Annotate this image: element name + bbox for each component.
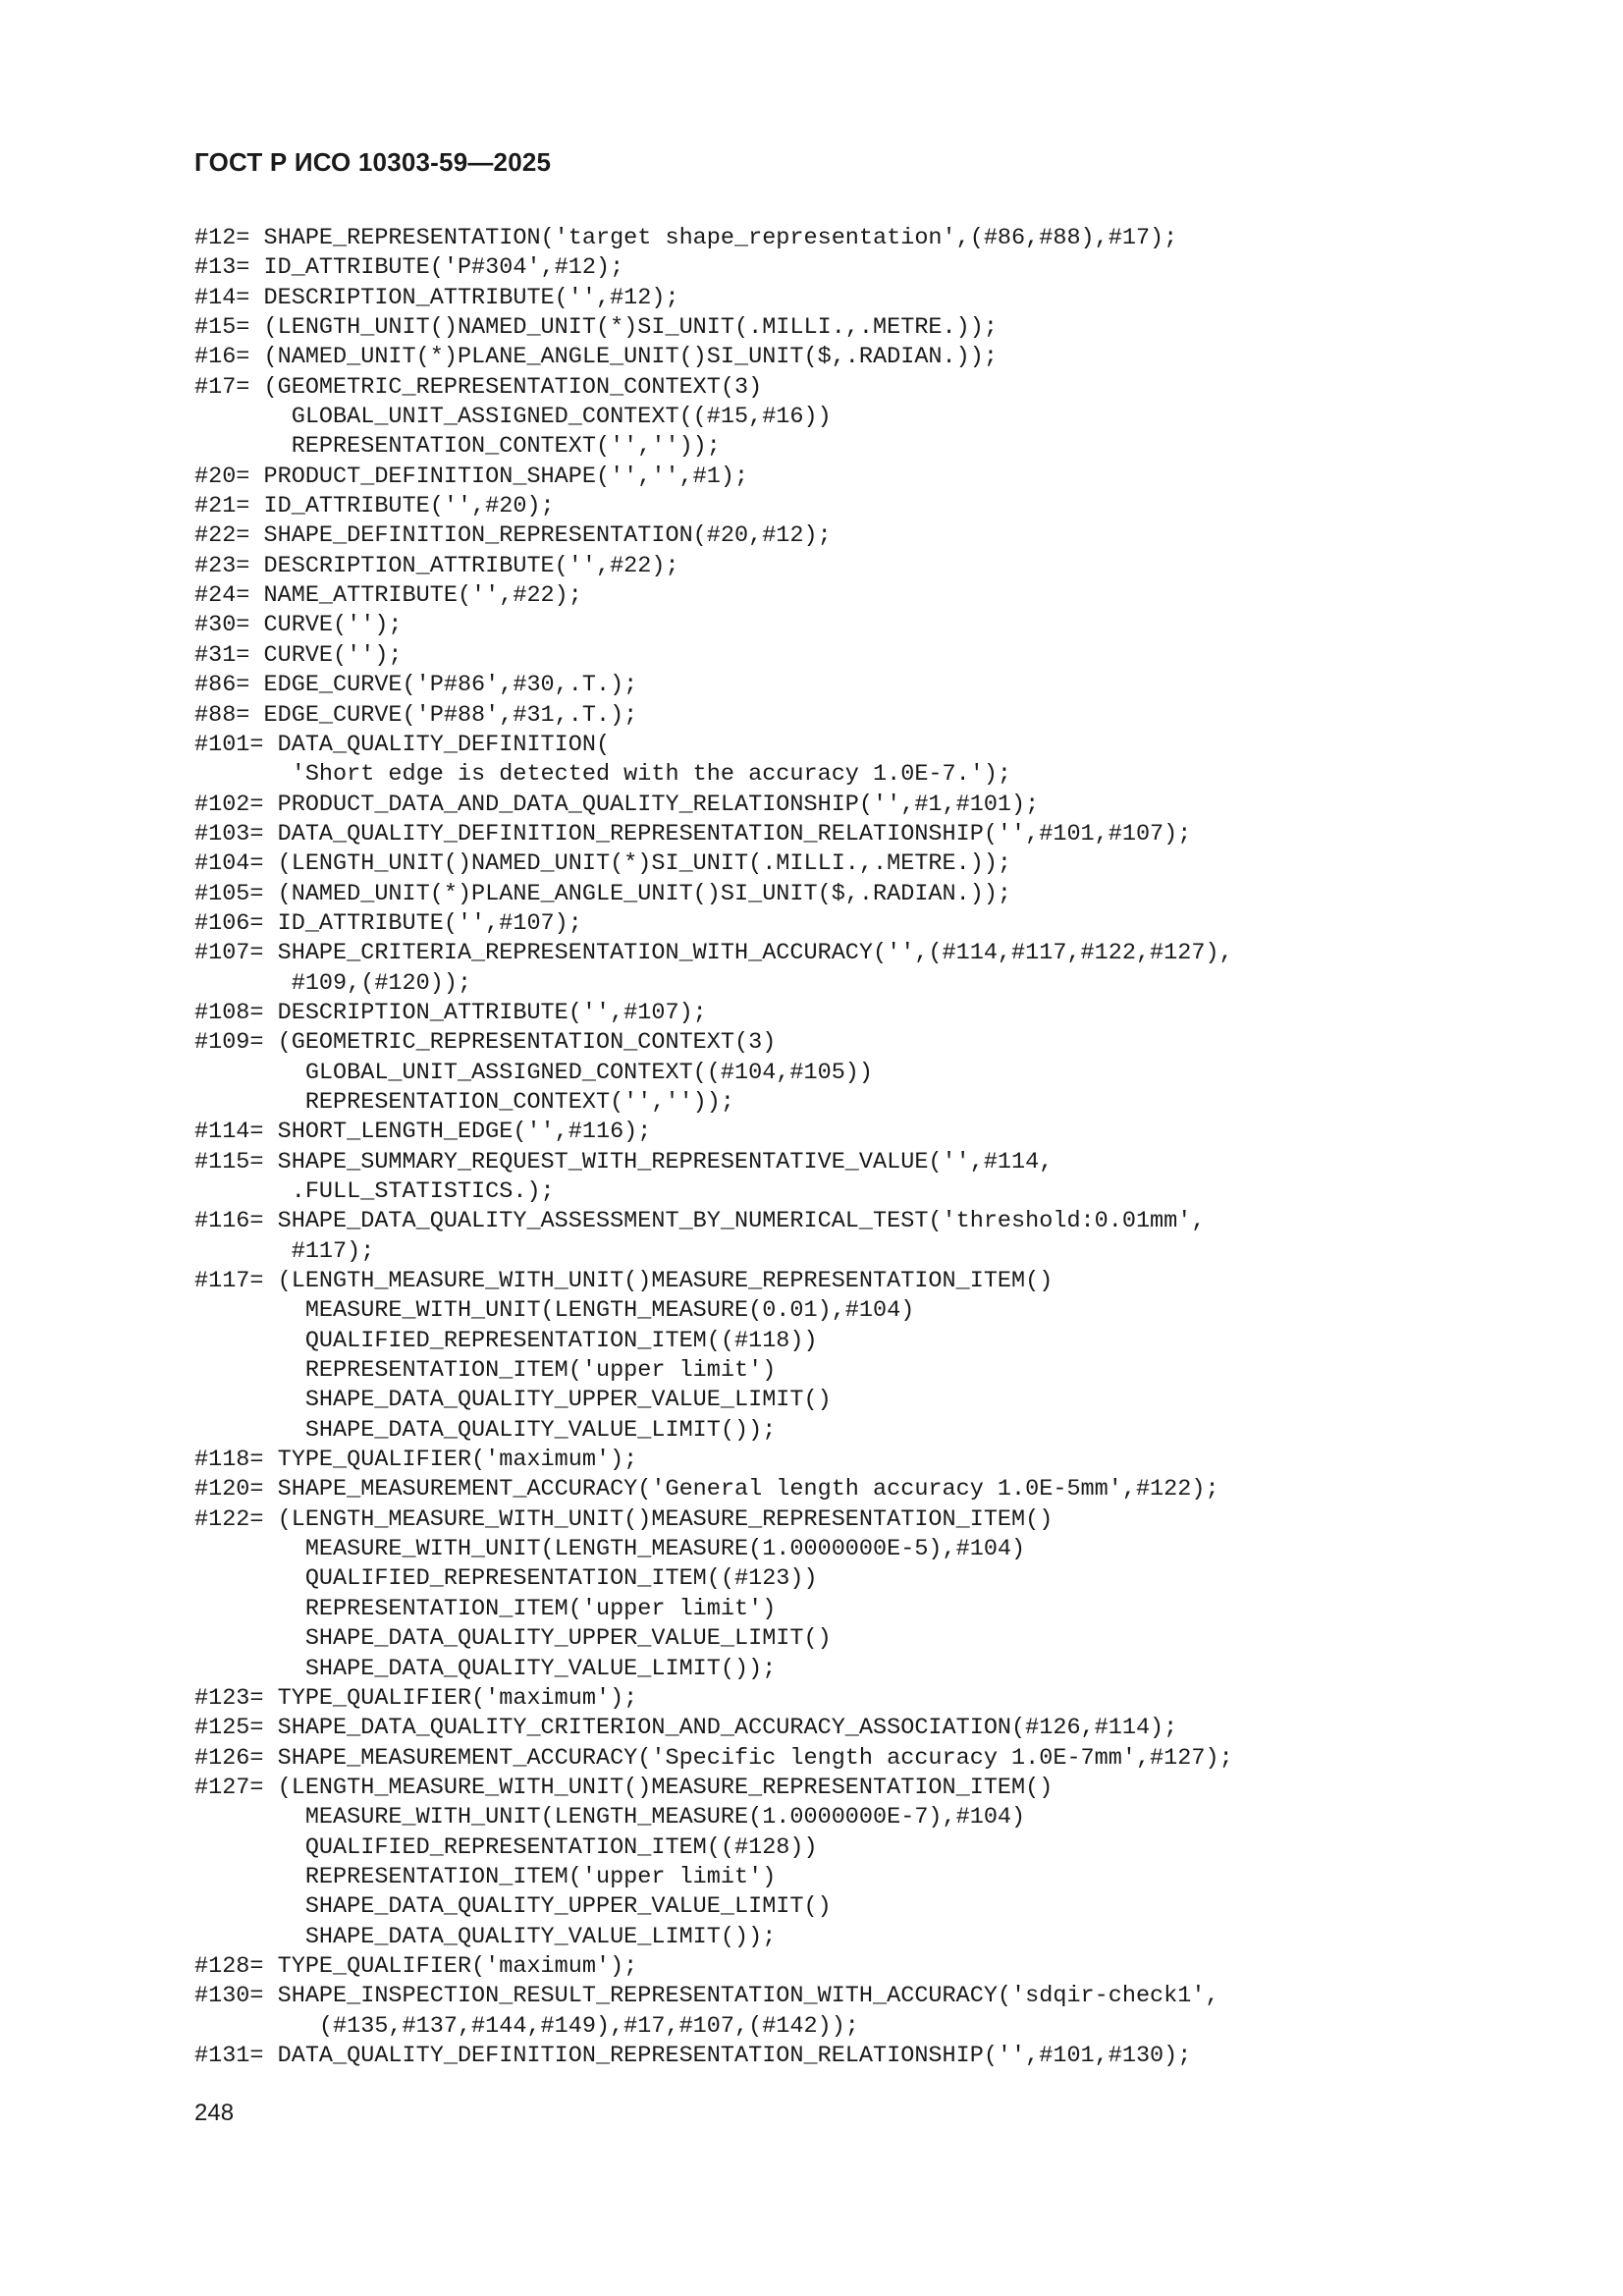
- code-line: MEASURE_WITH_UNIT(LENGTH_MEASURE(0.01),#104): [194, 1297, 915, 1325]
- code-line: #15= (LENGTH_UNIT()NAMED_UNIT(*)SI_UNIT(.MILLI.,.METRE.));: [194, 314, 998, 342]
- code-line: #21= ID_ATTRIBUTE('',#20);: [194, 493, 555, 520]
- code-line: #30= CURVE('');: [194, 612, 403, 639]
- code-line: #125= SHAPE_DATA_QUALITY_CRITERION_AND_ACCURACY_ASSOCIATION(#126,#114);: [194, 1715, 1178, 1742]
- code-line: #88= EDGE_CURVE('P#88',#31,.T.);: [194, 701, 638, 729]
- code-line: REPRESENTATION_ITEM('upper limit'): [194, 1595, 777, 1622]
- code-line: #126= SHAPE_MEASUREMENT_ACCURACY('Specific length accuracy 1.0E-7mm',#127);: [194, 1744, 1233, 1772]
- code-line: #128= TYPE_QUALIFIER('maximum');: [194, 1952, 638, 1980]
- code-line: #130= SHAPE_INSPECTION_RESULT_REPRESENTATION_WITH_ACCURACY('sdqir-check1',: [194, 1983, 1219, 2010]
- code-line: #114= SHORT_LENGTH_EDGE('',#116);: [194, 1119, 652, 1146]
- code-line: #127= (LENGTH_MEASURE_WITH_UNIT()MEASURE_REPRESENTATION_ITEM(): [194, 1774, 1054, 1801]
- code-line: QUALIFIED_REPRESENTATION_ITEM((#123)): [194, 1565, 818, 1593]
- code-line: #109,(#120));: [194, 969, 472, 997]
- code-line: #12= SHAPE_REPRESENTATION('target shape_representation',(#86,#88),#17);: [194, 225, 1178, 251]
- code-line: #118= TYPE_QUALIFIER('maximum');: [194, 1447, 638, 1474]
- code-line: #123= TYPE_QUALIFIER('maximum');: [194, 1684, 638, 1712]
- code-line: SHAPE_DATA_QUALITY_VALUE_LIMIT());: [194, 1923, 777, 1950]
- code-line: #31= CURVE('');: [194, 641, 403, 669]
- code-line: #109= (GEOMETRIC_REPRESENTATION_CONTEXT(3): [194, 1029, 777, 1057]
- code-line: SHAPE_DATA_QUALITY_UPPER_VALUE_LIMIT(): [194, 1893, 832, 1921]
- code-line: #120= SHAPE_MEASUREMENT_ACCURACY('General length accuracy 1.0E-5mm',#122);: [194, 1476, 1219, 1503]
- code-line: MEASURE_WITH_UNIT(LENGTH_MEASURE(1.0000000E-7),#104): [194, 1804, 1026, 1831]
- code-line: GLOBAL_UNIT_ASSIGNED_CONTEXT((#104,#105)): [194, 1059, 874, 1086]
- code-line: #117);: [194, 1237, 375, 1265]
- code-line: #104= (LENGTH_UNIT()NAMED_UNIT(*)SI_UNIT(.MILLI.,.METRE.));: [194, 850, 1012, 878]
- code-line: SHAPE_DATA_QUALITY_UPPER_VALUE_LIMIT(): [194, 1625, 832, 1653]
- code-line: #105= (NAMED_UNIT(*)PLANE_ANGLE_UNIT()SI_UNIT($,.RADIAN.));: [194, 880, 1012, 907]
- code-line: QUALIFIED_REPRESENTATION_ITEM((#118)): [194, 1327, 818, 1354]
- code-line: #106= ID_ATTRIBUTE('',#107);: [194, 909, 582, 937]
- code-line: REPRESENTATION_CONTEXT('',''));: [194, 1088, 734, 1116]
- code-line: #24= NAME_ATTRIBUTE('',#22);: [194, 582, 582, 610]
- code-line: #13= ID_ATTRIBUTE('P#304',#12);: [194, 254, 624, 282]
- code-line: 'Short edge is detected with the accuracy 1.0E-7.');: [194, 761, 1012, 789]
- code-line: GLOBAL_UNIT_ASSIGNED_CONTEXT((#15,#16)): [194, 404, 832, 431]
- code-line: .FULL_STATISTICS.);: [194, 1178, 555, 1205]
- code-line: #20= PRODUCT_DEFINITION_SHAPE('','',#1);: [194, 463, 749, 490]
- code-line: #122= (LENGTH_MEASURE_WITH_UNIT()MEASURE_REPRESENTATION_ITEM(): [194, 1505, 1054, 1533]
- code-line: #107= SHAPE_CRITERIA_REPRESENTATION_WITH_ACCURACY('',(#114,#117,#122,#127),: [194, 940, 1233, 967]
- code-line: QUALIFIED_REPRESENTATION_ITEM((#128)): [194, 1833, 818, 1861]
- code-line: REPRESENTATION_ITEM('upper limit'): [194, 1863, 777, 1890]
- code-line: #14= DESCRIPTION_ATTRIBUTE('',#12);: [194, 284, 679, 311]
- code-line: MEASURE_WITH_UNIT(LENGTH_MEASURE(1.0000000E-5),#104): [194, 1536, 1026, 1563]
- code-line: #131= DATA_QUALITY_DEFINITION_REPRESENTATION_RELATIONSHIP('',#101,#130);: [194, 2042, 1192, 2069]
- page-number: 248: [194, 2100, 235, 2126]
- code-line: #102= PRODUCT_DATA_AND_DATA_QUALITY_RELATIONSHIP('',#1,#101);: [194, 791, 1040, 818]
- code-line: #108= DESCRIPTION_ATTRIBUTE('',#107);: [194, 999, 707, 1026]
- document-header: ГОСТ Р ИСО 10303-59—2025: [194, 147, 552, 177]
- code-line: SHAPE_DATA_QUALITY_UPPER_VALUE_LIMIT(): [194, 1387, 832, 1414]
- code-line: #117= (LENGTH_MEASURE_WITH_UNIT()MEASURE_REPRESENTATION_ITEM(): [194, 1268, 1054, 1295]
- code-line: (#135,#137,#144,#149),#17,#107,(#142));: [194, 2012, 859, 2040]
- code-line: REPRESENTATION_ITEM('upper limit'): [194, 1357, 777, 1385]
- code-line: #86= EDGE_CURVE('P#86',#30,.T.);: [194, 672, 638, 699]
- code-line: REPRESENTATION_CONTEXT('',''));: [194, 433, 721, 461]
- code-line: SHAPE_DATA_QUALITY_VALUE_LIMIT());: [194, 1655, 777, 1682]
- code-line: #17= (GEOMETRIC_REPRESENTATION_CONTEXT(3): [194, 373, 763, 401]
- code-line: #103= DATA_QUALITY_DEFINITION_REPRESENTATION_RELATIONSHIP('',#101,#107);: [194, 820, 1192, 847]
- code-line: #22= SHAPE_DEFINITION_REPRESENTATION(#20,#12);: [194, 522, 832, 550]
- code-line: #23= DESCRIPTION_ATTRIBUTE('',#22);: [194, 552, 679, 579]
- code-line: #115= SHAPE_SUMMARY_REQUEST_WITH_REPRESENTATIVE_VALUE('',#114,: [194, 1148, 1054, 1175]
- code-line: #16= (NAMED_UNIT(*)PLANE_ANGLE_UNIT()SI_UNIT($,.RADIAN.));: [194, 344, 998, 371]
- code-line: #116= SHAPE_DATA_QUALITY_ASSESSMENT_BY_NUMERICAL_TEST('threshold:0.01mm',: [194, 1208, 1206, 1235]
- code-line: SHAPE_DATA_QUALITY_VALUE_LIMIT());: [194, 1416, 777, 1444]
- code-line: #101= DATA_QUALITY_DEFINITION(: [194, 731, 611, 758]
- step-code-listing: [194, 224, 1500, 2071]
